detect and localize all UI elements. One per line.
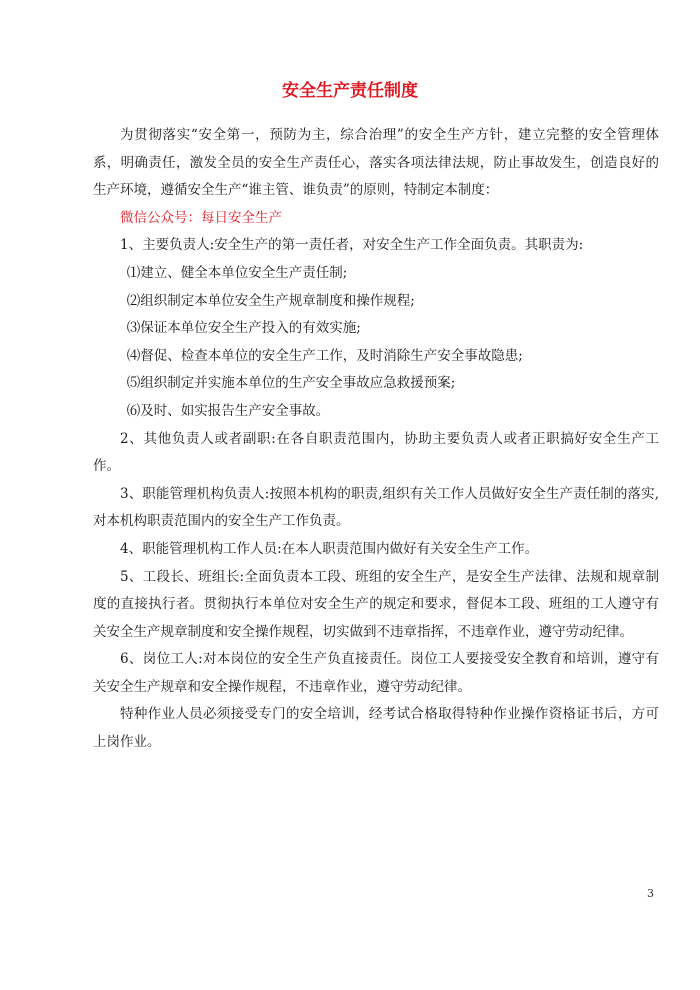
item-6-post-workers: 6、岗位工人:对本岗位的安全生产负直接责任。岗位工人要接受安全教育和培训，遵守有关安全生产规章和安全操作规程，不违章作业，遵守劳动纪律。 xyxy=(93,651,659,695)
page-number: 3 xyxy=(647,887,654,900)
duty-6: ⑹及时、如实报告生产安全事故。 xyxy=(126,402,330,419)
item-3-department-heads: 3、职能管理机构负责人:按照本机构的职责,组织有关工作人员做好安全生产责任制的落实,对本机构职责范围内的安全生产工作负责。 xyxy=(93,485,659,530)
duty-5: ⑸组织制定并实施本单位的生产安全事故应急救援预案; xyxy=(126,375,456,392)
document-body xyxy=(93,122,659,757)
wechat-note: 微信公众号：每日安全生产 xyxy=(120,209,282,226)
duty-4: ⑷督促、检查本单位的安全生产工作，及时消除生产安全事故隐患; xyxy=(126,347,523,364)
duty-1: ⑴建立、健全本单位安全生产责任制; xyxy=(126,264,348,281)
item-2-other-leaders: 2、其他负责人或者副职:在各自职责范围内，协助主要负责人或者正职搞好安全生产工作。 xyxy=(93,430,659,475)
duty-2: ⑵组织制定本单位安全生产规章制度和操作规程; xyxy=(126,292,415,309)
duty-3: ⑶保证本单位安全生产投入的有效实施; xyxy=(126,320,361,337)
intro-paragraph: 为贯彻落实“安全第一，预防为主，综合治理”的安全生产方针，建立完整的安全管理体系，明确责任，激发全员的安全生产责任心，落实各项法律法规，防止事故发生，创造良好的生产环境，遵循安全生产“谁主管、谁负责”的原则，特制定本制度： xyxy=(93,127,659,199)
item-1-main-leader: 1、主要负责人:安全生产的第一责任者，对安全生产工作全面负责。其职责为: xyxy=(120,237,584,254)
item-4-department-staff: 4、职能管理机构工作人员:在本人职责范围内做好有关安全生产工作。 xyxy=(120,540,539,557)
document-title: 安全生产责任制度 xyxy=(282,81,418,101)
item-5-section-leaders: 5、工段长、班组长:全面负责本工段、班组的安全生产，是安全生产法律、法规和规章制度的直接执行者。贯彻执行本单位对安全生产的规定和要求，督促本工段、班组的工人遵守有关安全生产规章制度和安全操作规程，切实做到不违章指挥，不违章作业，遵守劳动纪律。 xyxy=(93,568,659,640)
special-operations-note: 特种作业人员必须接受专门的安全培训，经考试合格取得特种作业操作资格证书后，方可上岗作业。 xyxy=(93,706,659,751)
